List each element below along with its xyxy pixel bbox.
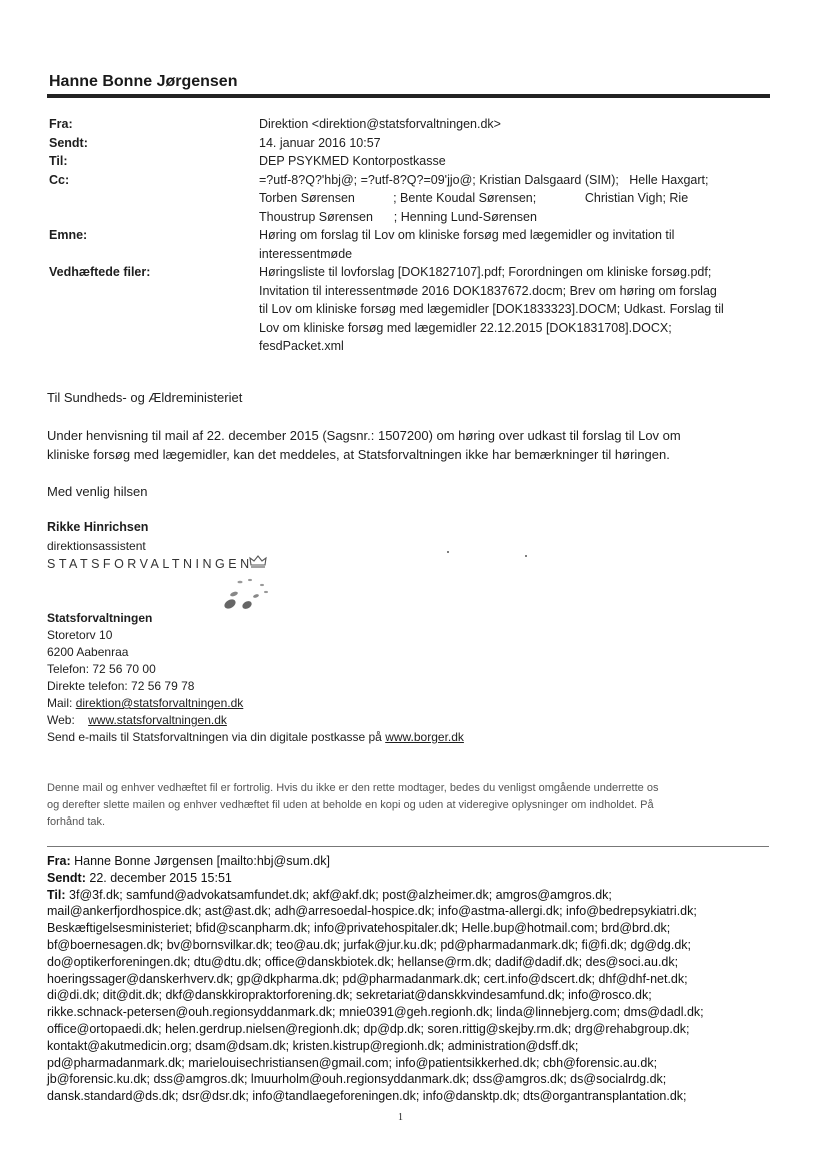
recipient-line: jb@forensic.ku.dk; dss@amgros.dk; lmuurholm@ouh.regionsyddanmark.dk; dss@amgros.dk; ds@socialrdg.dk; [47, 1072, 667, 1087]
forwarded-sent-value: 22. december 2015 15:51 [89, 870, 232, 885]
forwarded-from-label: Fra: [47, 854, 71, 868]
to-value: DEP PSYKMED Kontorpostkasse [259, 154, 446, 168]
forwarded-to-row [47, 887, 777, 904]
recipient-line: hoeringssager@danskerhverv.dk; gp@dkpharma.dk; pd@pharmadanmark.dk; cert.info@dscert.dk; dhf@dhf-net.dk; [47, 971, 688, 986]
disclaimer-line: og derefter slette mailen og enhver vedhæftet fil uden at beholde en kopi og uden at videregive oplysninger om indholdet. På [47, 799, 654, 811]
forwarded-message [47, 853, 777, 1105]
recipient-line: do@optikerforeningen.dk; dtu@dtu.dk; office@danskbiotek.dk; hellanse@rm.dk; dadif@dadif.dk; des@soci.au.dk; [47, 954, 679, 969]
subject-line: interessentmøde [259, 246, 353, 261]
signature-mail-row [47, 695, 243, 712]
scan-speck [525, 555, 527, 557]
eboks-text: Send e-mails til Statsforvaltningen via din digitale postkasse på [47, 730, 382, 744]
forwarded-sent-row [47, 870, 777, 887]
recipient-line: kontakt@akutmedicin.org; dsam@dsam.dk; kristen.kistrup@regionh.dk; administration@dsff.dk; [47, 1038, 579, 1053]
logo-text: STATSFORVALTNINGEN [47, 557, 253, 571]
mail-link[interactable]: direktion@statsforvaltningen.dk [75, 696, 244, 710]
attachment-line: Invitation til interessentmøde 2016 DOK1837672.docm; Brev om høring om forslag [259, 283, 717, 298]
eboks-link[interactable]: www.borger.dk [385, 730, 464, 744]
cc-row [49, 171, 769, 227]
paragraph-line: Under henvisning til mail af 22. december 2015 (Sagsnr.: 1507200) om høring over udkast til forslag til Lov om [47, 428, 681, 443]
forwarded-from-row [47, 853, 777, 870]
signature-org: Statsforvaltningen [47, 611, 153, 625]
signature-phone: Telefon: 72 56 70 00 [47, 662, 156, 676]
logo-wordmark [47, 557, 253, 571]
to-label: Til: [49, 154, 68, 168]
forwarded-to-label: Til: [47, 887, 66, 902]
sent-label: Sendt: [49, 135, 88, 150]
logo-dots-icon [220, 574, 280, 614]
recipient-line: Beskæftigelsesministeriet; bfid@scanpharm.dk; info@privatehospitaler.dk; Helle.bup@hotmail.com; brd@brd.dk; [47, 921, 671, 936]
body-paragraph [47, 426, 777, 464]
recipient-line: rikke.schnack-petersen@ouh.regionsyddanmark.dk; mnie0391@geh.regionh.dk; linda@linnebjerg.com; dms@dadl.dk; [47, 1005, 704, 1020]
disclaimer [47, 780, 772, 831]
cc-line: Torben Sørensen ; Bente Koudal Sørensen; Christian Vigh; Rie [259, 191, 689, 205]
attachment-line: til Lov om kliniske forsøg med lægemidler [DOK1833323].DOCM; Udkast. Forslag til [259, 302, 724, 316]
attachments-row [49, 263, 769, 356]
to-row [49, 152, 769, 171]
signature-web-row [47, 712, 227, 729]
from-row [49, 115, 769, 134]
recipient-line: 3f@3f.dk; samfund@advokatsamfundet.dk; akf@akf.dk; post@alzheimer.dk; amgros@amgros.dk; [69, 887, 612, 902]
signature-name: Rikke Hinrichsen [47, 520, 149, 534]
forwarded-sent-label: Sendt: [47, 870, 86, 885]
email-header [49, 115, 769, 356]
disclaimer-line: forhånd tak. [47, 816, 106, 828]
from-value: Direktion <direktion@statsforvaltningen.dk> [259, 117, 501, 131]
signature-eboks-row [47, 729, 464, 746]
recipient-line: office@ortopaedi.dk; helen.gerdrup.nielsen@regionh.dk; dp@dp.dk; soren.rittig@skejby.rm.dk; drg@rehabgroup.dk; [47, 1021, 690, 1036]
disclaimer-line: Denne mail og enhver vedhæftet fil er fortrolig. Hvis du ikke er den rette modtager, bedes du venligst omgående underrette os [47, 782, 659, 794]
recipient-line: pd@pharmadanmark.dk; marielouisechristiansen@gmail.com; info@patientsikkerhed.dk; cbh@forensic.au.dk; [47, 1055, 658, 1070]
web-label: Web: [47, 713, 75, 727]
closing: Med venlig hilsen [47, 484, 148, 499]
signature-direct-phone: Direkte telefon: 72 56 79 78 [47, 679, 195, 693]
crown-icon [248, 553, 268, 569]
cc-label: Cc: [49, 172, 70, 187]
signature-city: 6200 Aabenraa [47, 645, 129, 659]
attachment-line: Lov om kliniske forsøg med lægemidler 22.12.2015 [DOK1831708].DOCX; [259, 320, 672, 335]
from-label: Fra: [49, 117, 73, 131]
cc-line: =?utf-8?Q?'hbj@; =?utf-8?Q?=09'jjo@; Kristian Dalsgaard (SIM); Helle Haxgart; [259, 172, 709, 187]
attachment-line: Høringsliste til lovforslag [DOK1827107].pdf; Forordningen om kliniske forsøg.pdf; [259, 265, 712, 279]
signature-title: direktionsassistent [47, 539, 146, 553]
web-link[interactable]: www.statsforvaltningen.dk [88, 713, 227, 727]
forwarded-from-value: Hanne Bonne Jørgensen [mailto:hbj@sum.dk] [74, 854, 330, 868]
recipient-line: bf@boernesagen.dk; bv@bornsvilkar.dk; teo@au.dk; jurfak@jur.ku.dk; pd@pharmadanmark.dk; fi@fi.dk; dg@dg.dk; [47, 937, 692, 952]
mail-label: Mail: [47, 696, 73, 710]
header-rule [47, 94, 770, 98]
subject-line: Høring om forslag til Lov om kliniske forsøg med lægemidler og invitation til [259, 228, 675, 242]
sent-row [49, 134, 769, 153]
recipient-line: di@di.dk; dit@dit.dk; dkf@danskkiropraktorforening.dk; sekretariat@danskkvindesamfund.dk; info@rosco.dk; [47, 988, 652, 1003]
author-name: Hanne Bonne Jørgensen [49, 73, 238, 90]
signature-street: Storetorv 10 [47, 628, 113, 642]
subject-label: Emne: [49, 228, 88, 242]
subject-row [49, 226, 769, 263]
cc-line: Thoustrup Sørensen ; Henning Lund-Sørensen [259, 209, 537, 224]
paragraph-line: kliniske forsøg med lægemidler, kan det meddeles, at Statsforvaltningen ikke har bemærkninger til høringen. [47, 447, 670, 462]
page-number: 1 [398, 1112, 403, 1123]
sent-value: 14. januar 2016 10:57 [259, 135, 381, 150]
forward-separator [47, 846, 769, 847]
greeting: Til Sundheds- og Ældreministeriet [47, 390, 243, 405]
recipient-line: dansk.standard@ds.dk; dsr@dsr.dk; info@tandlaegeforeningen.dk; info@dansktp.dk; dts@organtransplantation.dk; [47, 1089, 687, 1104]
scan-speck [447, 551, 449, 553]
attachments-label: Vedhæftede filer: [49, 265, 151, 279]
recipient-line: mail@ankerfjordhospice.dk; ast@ast.dk; adh@arresoedal-hospice.dk; info@astma-allergi.dk; info@bedrepsykiatri.dk; [47, 904, 697, 919]
attachment-line: fesdPacket.xml [259, 339, 344, 353]
